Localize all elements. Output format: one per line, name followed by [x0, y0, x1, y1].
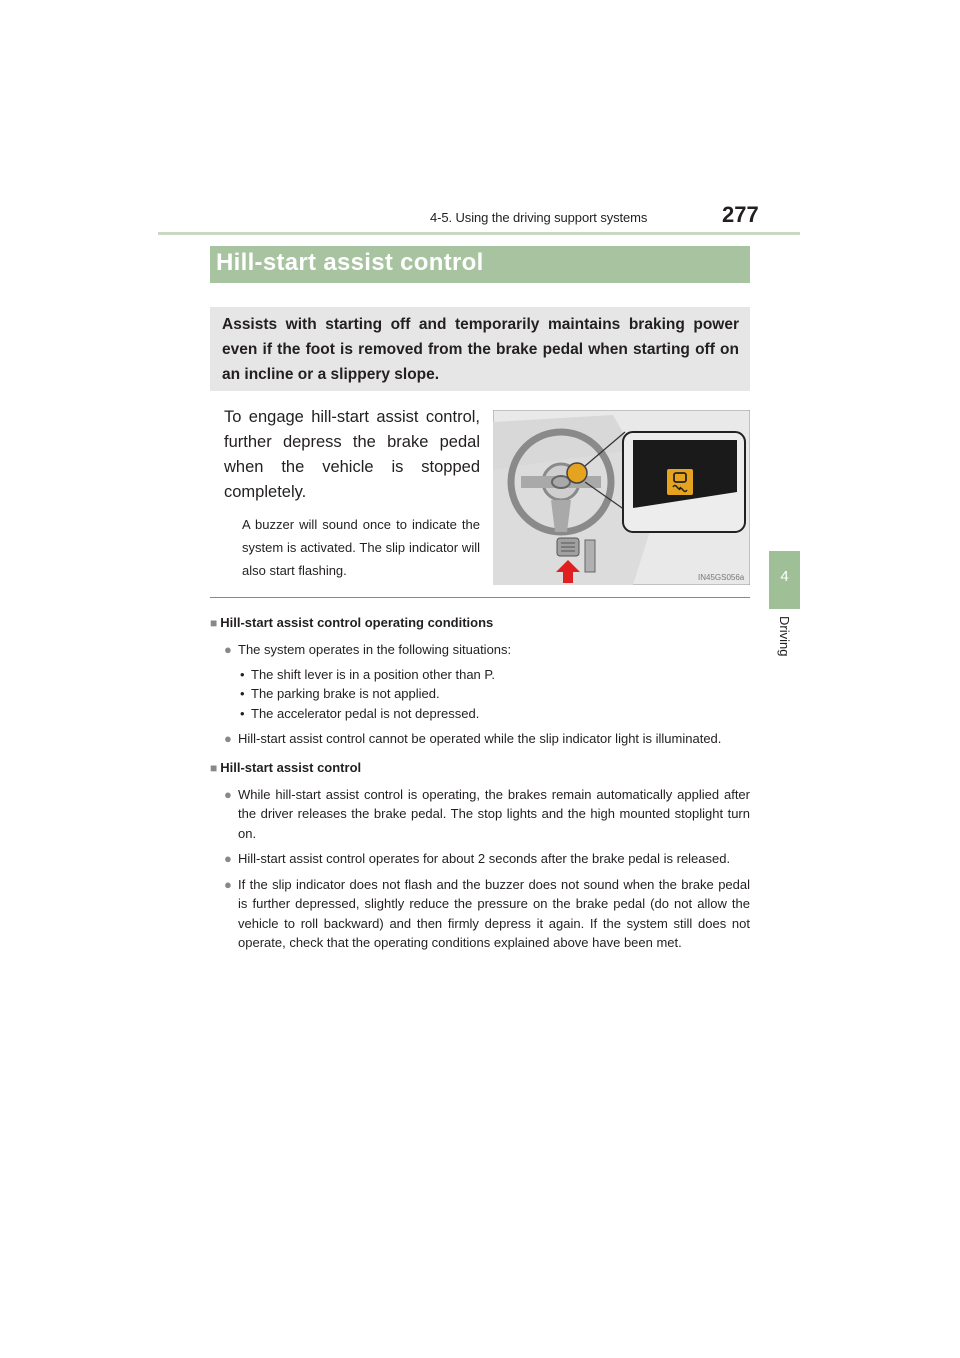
section-title-bar: [210, 246, 750, 283]
instruction-note: A buzzer will sound once to indicate the system is activated. The slip indicator will also start flashing.: [242, 517, 480, 578]
section-title: Hill-start assist control: [216, 249, 484, 276]
note-subitem: • The parking brake is not applied.: [240, 686, 440, 701]
section-divider: [210, 597, 750, 598]
note-subitem: • The accelerator pedal is not depressed.: [240, 705, 480, 721]
chapter-label: [769, 616, 800, 676]
instruction-text: To engage hill-start assist control, further depress the brake pedal when the vehicle is stopped completely.: [224, 408, 480, 501]
indicator-location: [567, 463, 587, 483]
chapter-label-text: Driving: [777, 616, 792, 657]
chapter-number: 4: [780, 568, 789, 585]
intro-text: Assists with starting off and temporarily maintains braking power even if the foot is removed from the brake pedal when starting off on an incline or a slippery slope.: [222, 316, 739, 383]
note-item: ● While hill-start assist control is operating, the brakes remain automatically applied after the driver releases the brake pedal. The stop lights and the high mounted stoplight turn on.: [224, 786, 750, 841]
page-number: 277: [722, 202, 759, 227]
header-rule: [158, 232, 800, 235]
header-section: 4-5. Using the driving support systems: [430, 210, 648, 225]
note-heading: ■ Hill-start assist control operating conditions: [210, 615, 494, 630]
note-heading: ■ Hill-start assist control: [210, 759, 362, 775]
notes-section: [210, 606, 750, 953]
note-item: ● Hill-start assist control cannot be operated while the slip indicator light is illuminated.: [224, 731, 722, 746]
dashboard-illustration: [493, 410, 750, 585]
slip-indicator-icon: [667, 469, 693, 495]
intro-box: [210, 307, 750, 391]
note-item: ● The system operates in the following situations:: [224, 642, 512, 657]
note-subitem: • The shift lever is in a position other than P.: [240, 666, 496, 682]
illustration-code: IN45GS056a: [698, 573, 745, 582]
note-item: ● Hill-start assist control operates for about 2 seconds after the brake pedal is released.: [224, 851, 731, 866]
note-item: ● If the slip indicator does not flash and the buzzer does not sound when the brake pedal is further depressed, slightly reduce the pressure on the brake pedal (do not allow the vehicle to roll backward) and then firmly depress it again. If the system still does not operate, check that the operating conditions explained above have been met.: [224, 876, 750, 950]
brake-pedal: [557, 538, 579, 556]
